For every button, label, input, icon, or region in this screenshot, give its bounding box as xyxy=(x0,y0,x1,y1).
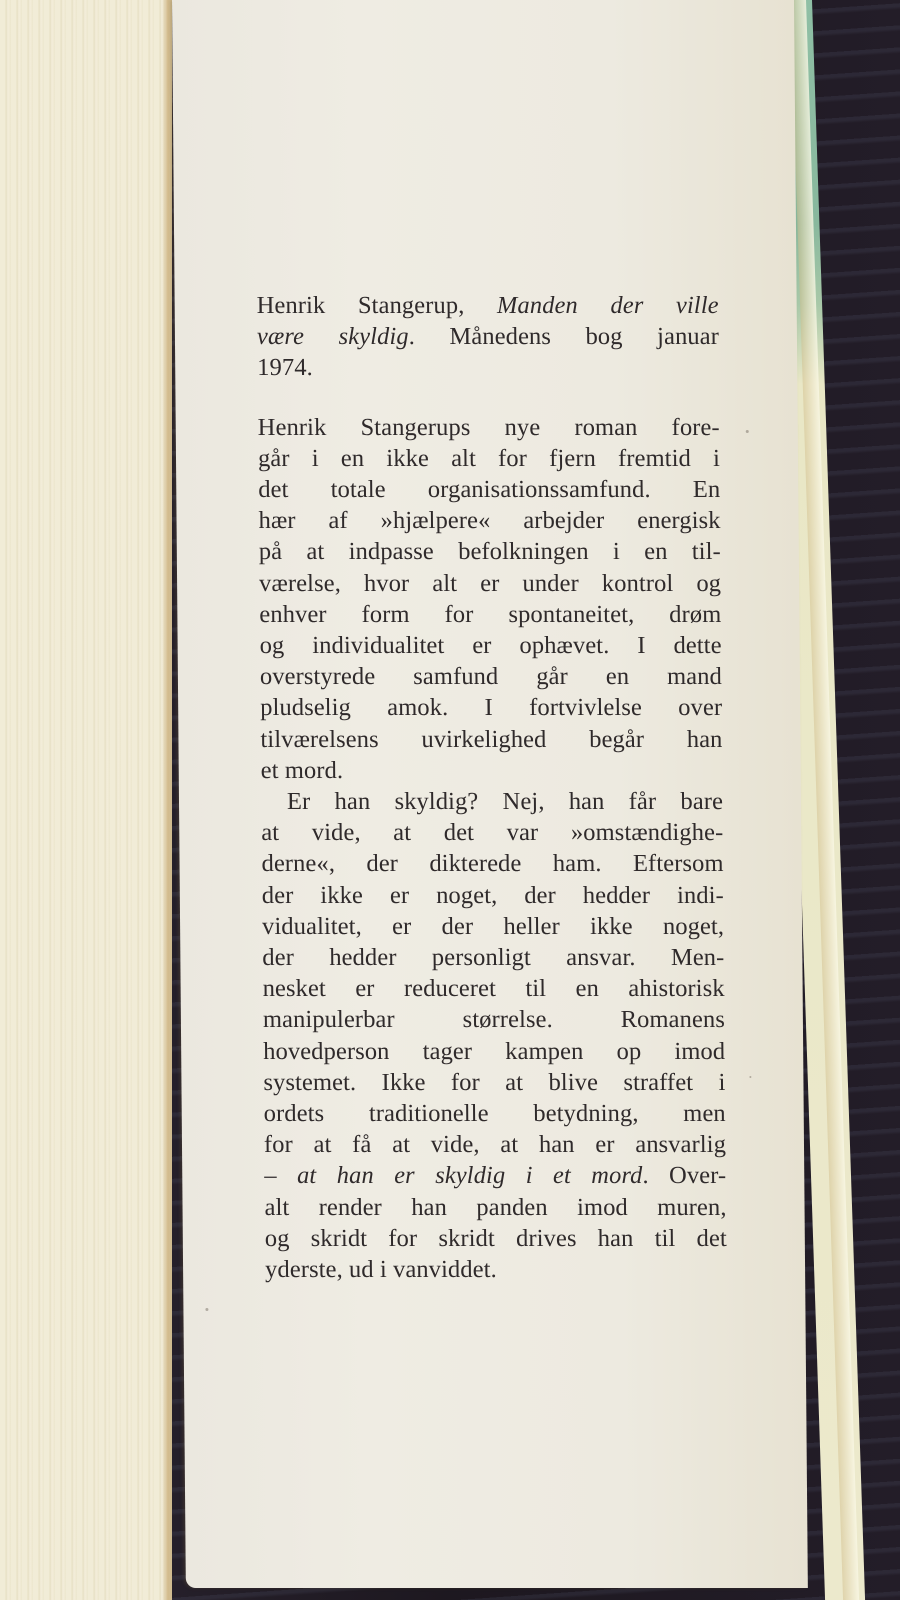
jacket-flap xyxy=(172,0,808,1588)
text-line: går i en ikke alt for fjern fremtid i xyxy=(257,444,721,472)
text-line: Er han skyldig? Nej, han får bare xyxy=(286,788,724,816)
text-line: hovedperson tager kampen op imod xyxy=(263,1037,726,1065)
text-line: at vide, at det var »omstændighe- xyxy=(261,819,724,847)
book-page-edges xyxy=(0,0,172,1600)
paper-speck xyxy=(749,1076,751,1078)
book-title-part-1: Manden der ville xyxy=(496,292,719,319)
book-title-part-2: være skyldig xyxy=(256,323,409,351)
paper-speck xyxy=(746,430,749,433)
citation-year: 1974. xyxy=(257,354,313,382)
text-line: det totale organisationssamfund. En xyxy=(258,476,721,504)
text-line: et mord. xyxy=(260,756,344,784)
description-paragraph-1 xyxy=(258,412,723,786)
text-line-italic xyxy=(264,1160,726,1191)
text-line: overstyrede samfund går en mand xyxy=(259,663,723,691)
book-of-month-label: . Månedens bog januar xyxy=(408,323,720,351)
text-line: manipulerbar størrelse. Romanens xyxy=(262,1006,726,1034)
text-line: hær af »hjælpere« arbejder energisk xyxy=(258,507,721,535)
text-line: derne«, der dikterede ham. Eftersom xyxy=(261,850,724,878)
text-line: der hedder personligt ansvar. Men- xyxy=(262,944,725,972)
text-line: på at indpasse befolkningen i en til- xyxy=(258,538,721,566)
author-name: Henrik Stangerup, xyxy=(256,292,465,319)
paper-speck xyxy=(205,1308,208,1311)
citation-line-2 xyxy=(257,321,719,352)
text-line: yderste, ud i vanviddet. xyxy=(264,1256,497,1284)
book-citation xyxy=(257,290,720,384)
description-paragraph-2 xyxy=(261,786,727,1285)
italic-emphasis: – at han er skyldig i et mord xyxy=(264,1162,643,1190)
text-line: for at få at vide, at han er ansvarlig xyxy=(263,1131,727,1159)
flap-text xyxy=(257,290,728,1285)
text-line: pludselig amok. I fortvivlelse over xyxy=(260,694,723,722)
text-line: værelse, hvor alt er under kontrol og xyxy=(258,569,722,597)
text-line: nesket er reduceret til en ahistorisk xyxy=(262,975,725,1003)
text-line: der ikke er noget, der hedder indi- xyxy=(261,881,724,909)
text-line: alt render han panden imod muren, xyxy=(264,1193,727,1221)
text-line: Henrik Stangerups nye roman fore- xyxy=(257,413,720,441)
text-fragment: . Over- xyxy=(642,1162,727,1190)
citation-line-1 xyxy=(257,290,719,321)
text-line: vidualitet, er der heller ikke noget, xyxy=(261,912,725,940)
book-description xyxy=(258,412,728,1286)
text-line: ordets traditionelle betydning, men xyxy=(263,1100,726,1128)
text-line: og skridt for skridt drives han til det xyxy=(264,1224,727,1252)
text-line: enhver form for spontaneitet, drøm xyxy=(259,600,722,628)
text-line: tilværelsens uvirkelighed begår han xyxy=(260,725,723,753)
text-line: systemet. Ikke for at blive straffet i xyxy=(263,1068,726,1096)
text-line: og individualitet er ophævet. I dette xyxy=(259,632,722,660)
